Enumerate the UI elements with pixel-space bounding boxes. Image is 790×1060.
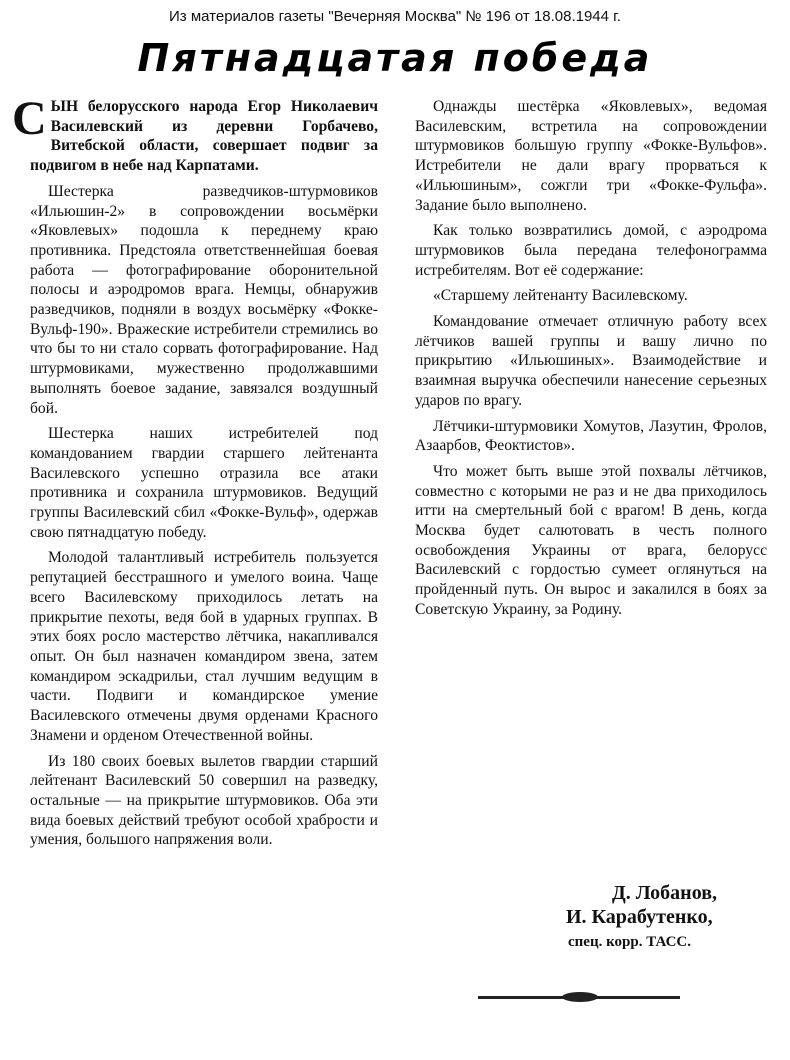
paragraph: Однажды шестёрка «Яковлевых», ведомая Василевским, встретила на сопровождении штурмовиков большую группу «Фокке-Вульфов». Истребители не дали врагу прорваться к «Ильюшиным», сожгли три «Фокке-Фульфа». Задание было выполнено. xyxy=(415,98,767,214)
paragraph: Молодой талантливый истребитель пользуется репутацией бесстрашного и умелого воина. Чаще всего Василевскому приходилось летать на прикрытие пехоты, ведя бой в ударных группах. В этих боях росло мастерство лётчика, накапливался опыт. Он был назначен командиром звена, затем командиром эскадрильи, стал лучшим ведущим в части. Подвиги и командирское умение Василевского отмечены двумя орденами Красного Знамени и орденом Отечественной войны. xyxy=(30,549,378,744)
paragraph: Из 180 своих боевых вылетов гвардии старший лейтенант Василевский 50 совершил на разведку, остальные — на прикрытие штурмовиков. Оба эти вида боевых действий требуют особой храбрости и умения, большого напряжения воли. xyxy=(30,752,378,849)
lead-text: ЫН белорусского народа Егор Николаевич Василевский из деревни Горбачево, Витебской области, совершает подвиг за подвигом в небе над Карпатами. xyxy=(30,98,378,175)
drop-cap: С xyxy=(12,92,47,145)
author-name-1: Д. Лобанов, xyxy=(612,882,717,904)
lead-paragraph xyxy=(12,92,378,176)
paragraph: Командование отмечает отличную работу всех лётчиков вашей группы и вашу лично по прикрытию «Ильюшиных». Взаимодействие и взаимная выручка обеспечили нанесение серьезных ударов по врагу. xyxy=(415,313,767,409)
paragraph: Что может быть выше этой похвалы лётчиков, совместно с которыми не раз и не два приходилось итти на смертельный бой с врагом! В день, когда Москва будет салютовать в честь полного освобождения Украины от врага, белорусс Василевский с гордостью сумеет оглянуться на пройденный путь. Он вырос и закалился в боях за Советскую Украину, за Родину. xyxy=(415,462,767,618)
article-column-left xyxy=(12,92,378,856)
paragraph: Как только возвратились домой, с аэродрома штурмовиков была передана телефонограмма истребителям. Вот её содержание: xyxy=(415,222,767,279)
paragraph: Шестерка разведчиков-штурмовиков «Ильюшин-2» в сопровождении восьмёрки «Яковлевых» подошла к переднему краю противника. Предстояла ответственнейшая боевая работа — фотографирование оборонительной полосы и аэродромов врага. Немцы, обнаружив разведчиков, подняли в воздух восьмёрку «Фокке-Вульф-190». Вражеские истребители стремились во что бы то ни стало сорвать фотографирование. Над штурмовиками, мужественно продолжавшими выполнять боевое задание, завязался воздушный бой. xyxy=(30,182,378,417)
article-column-right xyxy=(415,97,767,626)
paragraph: Шестерка наших истребителей под командованием гвардии старшего лейтенанта Василевского успешно отразила все атаки противника и сохранила штурмовиков. Ведущий группы Василевский сбил «Фокке-Вульф», одержав свою пятнадцатую победу. xyxy=(30,425,378,541)
paragraph: Лётчики-штурмовики Хомутов, Лазутин, Фролов, Азаарбов, Феоктистов». xyxy=(415,417,767,455)
author-role: спец. корр. ТАСС. xyxy=(568,934,691,950)
paragraph: «Старшему лейтенанту Василевскому. xyxy=(433,287,688,305)
end-rule-ornament xyxy=(562,992,598,1002)
source-caption: Из материалов газеты "Вечерняя Москва" № 196 от 18.08.1944 г. xyxy=(169,8,621,25)
article-headline: Пятнадцатая победа xyxy=(137,36,653,80)
author-name-2: И. Карабутенко, xyxy=(566,906,713,928)
